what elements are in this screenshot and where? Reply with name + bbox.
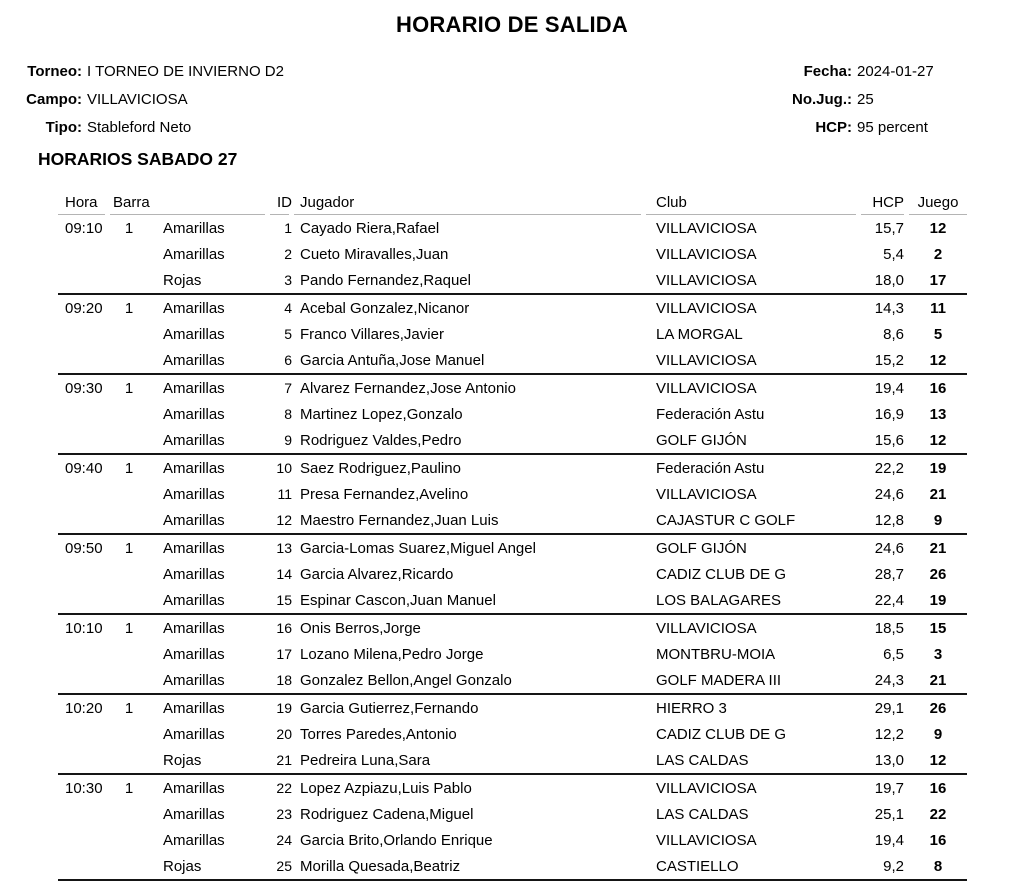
cell-jugador: Maestro Fernandez,Juan Luis [294,507,646,534]
table-row [58,694,967,721]
cell-tee: Amarillas [163,405,225,423]
cell-hcp: 12,8 [861,507,909,534]
cell-hora: 10:10 [65,619,103,637]
cell-tee: Amarillas [163,299,225,317]
cell-jugador: Garcia Alvarez,Ricardo [300,565,454,583]
cell-juego: 17 [909,267,967,294]
table-row [58,267,967,294]
cell-jugador: Garcia Gutierrez,Fernando [300,699,479,717]
cell-hcp: 6,5 [883,645,904,663]
cell-club: VILLAVICIOSA [656,779,757,797]
cell-barra [110,347,148,374]
table-row [58,641,967,667]
cell-club: VILLAVICIOSA [656,219,757,237]
cell-juego: 11 [930,299,946,317]
cell-hcp: 15,6 [861,427,909,454]
table-row [58,853,967,880]
cell-jugador: Rodriguez Cadena,Miguel [300,805,474,823]
cell-hora [58,827,110,853]
cell-id: 22 [276,780,292,796]
table-row [58,774,967,801]
cell-barra [110,427,148,454]
table-row [58,534,967,561]
info-tipo-value: Stableford Neto [87,119,192,136]
cell-hora [58,721,110,747]
table-row [58,801,967,827]
cell-club: VILLAVICIOSA [656,245,757,263]
cell-id: 12 [270,507,294,534]
section-title: HORARIOS SABADO 27 [38,149,238,169]
cell-barra [110,241,148,267]
cell-club: GOLF GIJÓN [646,427,861,454]
info-hcp-label: HCP: [815,119,852,136]
table-row [58,294,967,321]
cell-club: MONTBRU-MOIA [656,645,776,663]
table-row [58,827,967,853]
cell-hora [58,347,110,374]
info-tipo [20,114,284,142]
cell-club: Federación Astu [656,459,765,477]
cell-juego: 21 [929,485,947,503]
cell-tee: Amarillas [163,699,225,717]
cell-id: 14 [276,566,292,582]
cell-barra: 1 [124,379,134,397]
cell-hcp: 29,1 [874,699,904,717]
cell-id: 15 [270,587,294,614]
cell-club: VILLAVICIOSA [656,619,757,637]
cell-hora [58,401,110,427]
cell-jugador: Acebal Gonzalez,Nicanor [300,299,470,317]
cell-tee: Amarillas [163,779,225,797]
cell-tee: Amarillas [148,507,270,534]
cell-hcp: 22,2 [874,459,904,477]
cell-jugador: Franco Villares,Javier [300,325,444,343]
info-hcp-value: 95 percent [857,119,928,136]
cell-jugador: Morilla Quesada,Beatriz [294,853,646,880]
cell-hcp: 24,6 [874,539,904,557]
cell-barra [110,801,148,827]
cell-hora [58,481,110,507]
cell-jugador: Saez Rodriguez,Paulino [300,459,461,477]
header-jugador: Jugador [294,186,646,215]
cell-hora: 09:40 [65,459,103,477]
cell-hcp: 19,4 [874,379,904,397]
cell-juego: 3 [933,645,943,663]
cell-club: GOLF GIJÓN [656,539,747,557]
cell-hcp: 12,2 [874,725,904,743]
cell-barra [110,747,148,774]
cell-barra [110,587,148,614]
info-campo-value: VILLAVICIOSA [87,91,188,108]
page-title: HORARIO DE SALIDA [396,12,628,37]
cell-tee: Amarillas [163,565,225,583]
cell-id: 9 [270,427,294,454]
cell-club: HIERRO 3 [656,699,727,717]
cell-barra: 1 [124,299,134,317]
cell-hcp: 13,0 [861,747,909,774]
cell-juego: 21 [909,667,967,694]
cell-tee: Amarillas [163,725,225,743]
cell-hora [58,321,110,347]
cell-hcp: 18,0 [861,267,909,294]
cell-id: 2 [284,246,292,262]
cell-id: 7 [284,380,292,396]
cell-tee: Amarillas [163,831,225,849]
header-club: Club [646,186,861,215]
table-row [58,481,967,507]
cell-hcp: 16,9 [874,405,904,423]
table-row [58,614,967,641]
cell-jugador: Lozano Milena,Pedro Jorge [300,645,484,663]
cell-hcp: 18,5 [874,619,904,637]
cell-hora [58,747,110,774]
table-row [58,667,967,694]
cell-hcp: 25,1 [874,805,904,823]
cell-juego: 21 [929,539,947,557]
cell-hora [58,641,110,667]
info-nojug [700,86,934,114]
cell-tee: Rojas [148,853,270,880]
cell-juego: 26 [929,699,947,717]
cell-club: LA MORGAL [656,325,743,343]
cell-club: CASTIELLO [646,853,861,880]
cell-hora [58,587,110,614]
cell-juego: 2 [933,245,943,263]
cell-juego: 16 [929,779,947,797]
cell-hora: 09:10 [65,219,103,237]
cell-id: 8 [284,406,292,422]
cell-barra: 1 [124,699,134,717]
cell-hora [58,267,110,294]
cell-juego: 9 [933,725,943,743]
cell-jugador: Lopez Azpiazu,Luis Pablo [300,779,472,797]
cell-club: CAJASTUR C GOLF [646,507,861,534]
cell-hora [58,561,110,587]
cell-juego: 12 [909,347,967,374]
cell-jugador: Garcia Antuña,Jose Manuel [294,347,646,374]
cell-juego: 19 [909,587,967,614]
cell-jugador: Presa Fernandez,Avelino [300,485,469,503]
cell-barra: 1 [124,619,134,637]
table-row [58,347,967,374]
info-fecha-label: Fecha: [803,63,852,80]
cell-hora: 10:30 [65,779,103,797]
header-hora: Hora [58,186,110,215]
cell-hcp: 24,6 [874,485,904,503]
tournament-info-right [700,58,934,142]
cell-hora: 09:50 [65,539,103,557]
cell-id: 23 [276,806,292,822]
cell-juego: 12 [909,427,967,454]
info-torneo-value: I TORNEO DE INVIERNO D2 [87,63,284,80]
cell-barra [110,267,148,294]
cell-tee: Amarillas [163,459,225,477]
cell-juego: 8 [909,853,967,880]
cell-club: LOS BALAGARES [646,587,861,614]
cell-jugador: Garcia-Lomas Suarez,Miguel Angel [300,539,536,557]
cell-jugador: Torres Paredes,Antonio [300,725,457,743]
cell-juego: 16 [929,831,947,849]
cell-tee: Amarillas [163,245,225,263]
cell-hora [58,507,110,534]
cell-hcp: 15,2 [861,347,909,374]
tournament-info-left [20,58,284,142]
cell-hcp: 15,7 [874,219,904,237]
cell-hora [58,801,110,827]
cell-tee: Rojas [148,267,270,294]
cell-hcp: 24,3 [861,667,909,694]
cell-hora: 09:30 [65,379,103,397]
cell-tee: Amarillas [148,587,270,614]
cell-club: VILLAVICIOSA [646,347,861,374]
cell-club: CADIZ CLUB DE G [656,565,787,583]
cell-jugador: Alvarez Fernandez,Jose Antonio [300,379,516,397]
header-row [58,186,967,215]
schedule-body [58,215,967,880]
cell-id: 25 [270,853,294,880]
cell-club: VILLAVICIOSA [656,485,757,503]
cell-jugador: Onis Berros,Jorge [300,619,421,637]
header-barra: Barra [110,186,270,215]
cell-jugador: Gonzalez Bellon,Angel Gonzalo [294,667,646,694]
cell-club: VILLAVICIOSA [656,379,757,397]
table-row [58,747,967,774]
cell-barra [110,667,148,694]
cell-id: 3 [270,267,294,294]
cell-barra: 1 [124,539,134,557]
table-row [58,587,967,614]
info-campo [20,86,284,114]
cell-juego: 5 [933,325,943,343]
cell-id: 21 [270,747,294,774]
cell-juego: 12 [929,219,947,237]
header-juego: Juego [909,186,967,215]
cell-jugador: Rodriguez Valdes,Pedro [294,427,646,454]
table-row [58,374,967,401]
cell-id: 19 [276,700,292,716]
cell-id: 24 [276,832,292,848]
cell-tee: Amarillas [163,379,225,397]
info-torneo [20,58,284,86]
cell-barra [110,561,148,587]
cell-jugador: Pando Fernandez,Raquel [294,267,646,294]
cell-id: 18 [270,667,294,694]
cell-club: LAS CALDAS [646,747,861,774]
cell-juego: 26 [929,565,947,583]
cell-barra [110,401,148,427]
table-row [58,721,967,747]
info-campo-label: Campo: [26,91,82,108]
cell-tee: Amarillas [163,539,225,557]
cell-hcp: 19,7 [874,779,904,797]
cell-hora: 09:20 [65,299,103,317]
info-tipo-label: Tipo: [45,119,82,136]
cell-jugador: Garcia Brito,Orlando Enrique [300,831,493,849]
cell-jugador: Martinez Lopez,Gonzalo [300,405,463,423]
cell-barra: 1 [124,779,134,797]
cell-barra [110,641,148,667]
table-row [58,401,967,427]
cell-club: Federación Astu [656,405,765,423]
cell-barra [110,321,148,347]
cell-juego: 22 [929,805,947,823]
cell-hora [58,427,110,454]
cell-hcp: 8,6 [883,325,904,343]
table-row [58,561,967,587]
cell-barra: 1 [124,219,134,237]
table-row [58,454,967,481]
cell-id: 16 [276,620,292,636]
cell-juego: 15 [929,619,947,637]
cell-barra [110,481,148,507]
info-torneo-label: Torneo: [27,63,82,80]
cell-tee: Amarillas [148,427,270,454]
cell-juego: 9 [909,507,967,534]
cell-id: 11 [277,486,292,502]
cell-club: GOLF MADERA III [646,667,861,694]
cell-hora [58,667,110,694]
cell-id: 13 [276,540,292,556]
cell-club: VILLAVICIOSA [646,267,861,294]
cell-jugador: Cueto Miravalles,Juan [300,245,449,263]
cell-hcp: 28,7 [874,565,904,583]
info-nojug-value: 25 [857,91,874,108]
cell-club: VILLAVICIOSA [656,831,757,849]
cell-jugador: Pedreira Luna,Sara [294,747,646,774]
cell-hora [58,853,110,880]
table-row [58,427,967,454]
cell-id: 10 [276,460,292,476]
cell-barra [110,853,148,880]
cell-barra [110,827,148,853]
cell-barra [110,507,148,534]
cell-hora [58,241,110,267]
table-row [58,507,967,534]
cell-hora: 10:20 [65,699,103,717]
cell-jugador: Espinar Cascon,Juan Manuel [294,587,646,614]
cell-tee: Rojas [148,747,270,774]
cell-tee: Amarillas [163,219,225,237]
cell-hcp: 19,4 [874,831,904,849]
info-fecha [700,58,934,86]
info-hcp [700,114,934,142]
cell-hcp: 9,2 [861,853,909,880]
cell-id: 4 [284,300,292,316]
schedule-header [58,186,967,215]
cell-juego: 19 [929,459,947,477]
info-fecha-value: 2024-01-27 [857,63,934,80]
cell-jugador: Cayado Riera,Rafael [300,219,440,237]
cell-hcp: 5,4 [883,245,904,263]
table-row [58,321,967,347]
cell-tee: Amarillas [163,805,225,823]
cell-tee: Amarillas [163,485,225,503]
cell-id: 6 [270,347,294,374]
header-hcp: HCP [861,186,909,215]
cell-tee: Amarillas [163,619,225,637]
cell-id: 1 [284,220,292,236]
cell-club: VILLAVICIOSA [656,299,757,317]
cell-club: LAS CALDAS [656,805,749,823]
cell-tee: Amarillas [163,645,225,663]
cell-barra [110,721,148,747]
info-nojug-label: No.Jug.: [792,91,852,108]
cell-juego: 16 [929,379,947,397]
cell-barra: 1 [124,459,134,477]
cell-id: 20 [276,726,292,742]
cell-tee: Amarillas [148,667,270,694]
schedule-table [58,186,967,881]
header-id: ID [270,186,294,215]
cell-id: 17 [276,646,292,662]
cell-tee: Amarillas [148,347,270,374]
cell-juego: 13 [929,405,947,423]
cell-juego: 12 [909,747,967,774]
cell-hcp: 14,3 [874,299,904,317]
cell-hcp: 22,4 [861,587,909,614]
cell-club: CADIZ CLUB DE G [656,725,787,743]
cell-id: 5 [284,326,292,342]
cell-tee: Amarillas [163,325,225,343]
table-row [58,241,967,267]
table-row [58,215,967,241]
